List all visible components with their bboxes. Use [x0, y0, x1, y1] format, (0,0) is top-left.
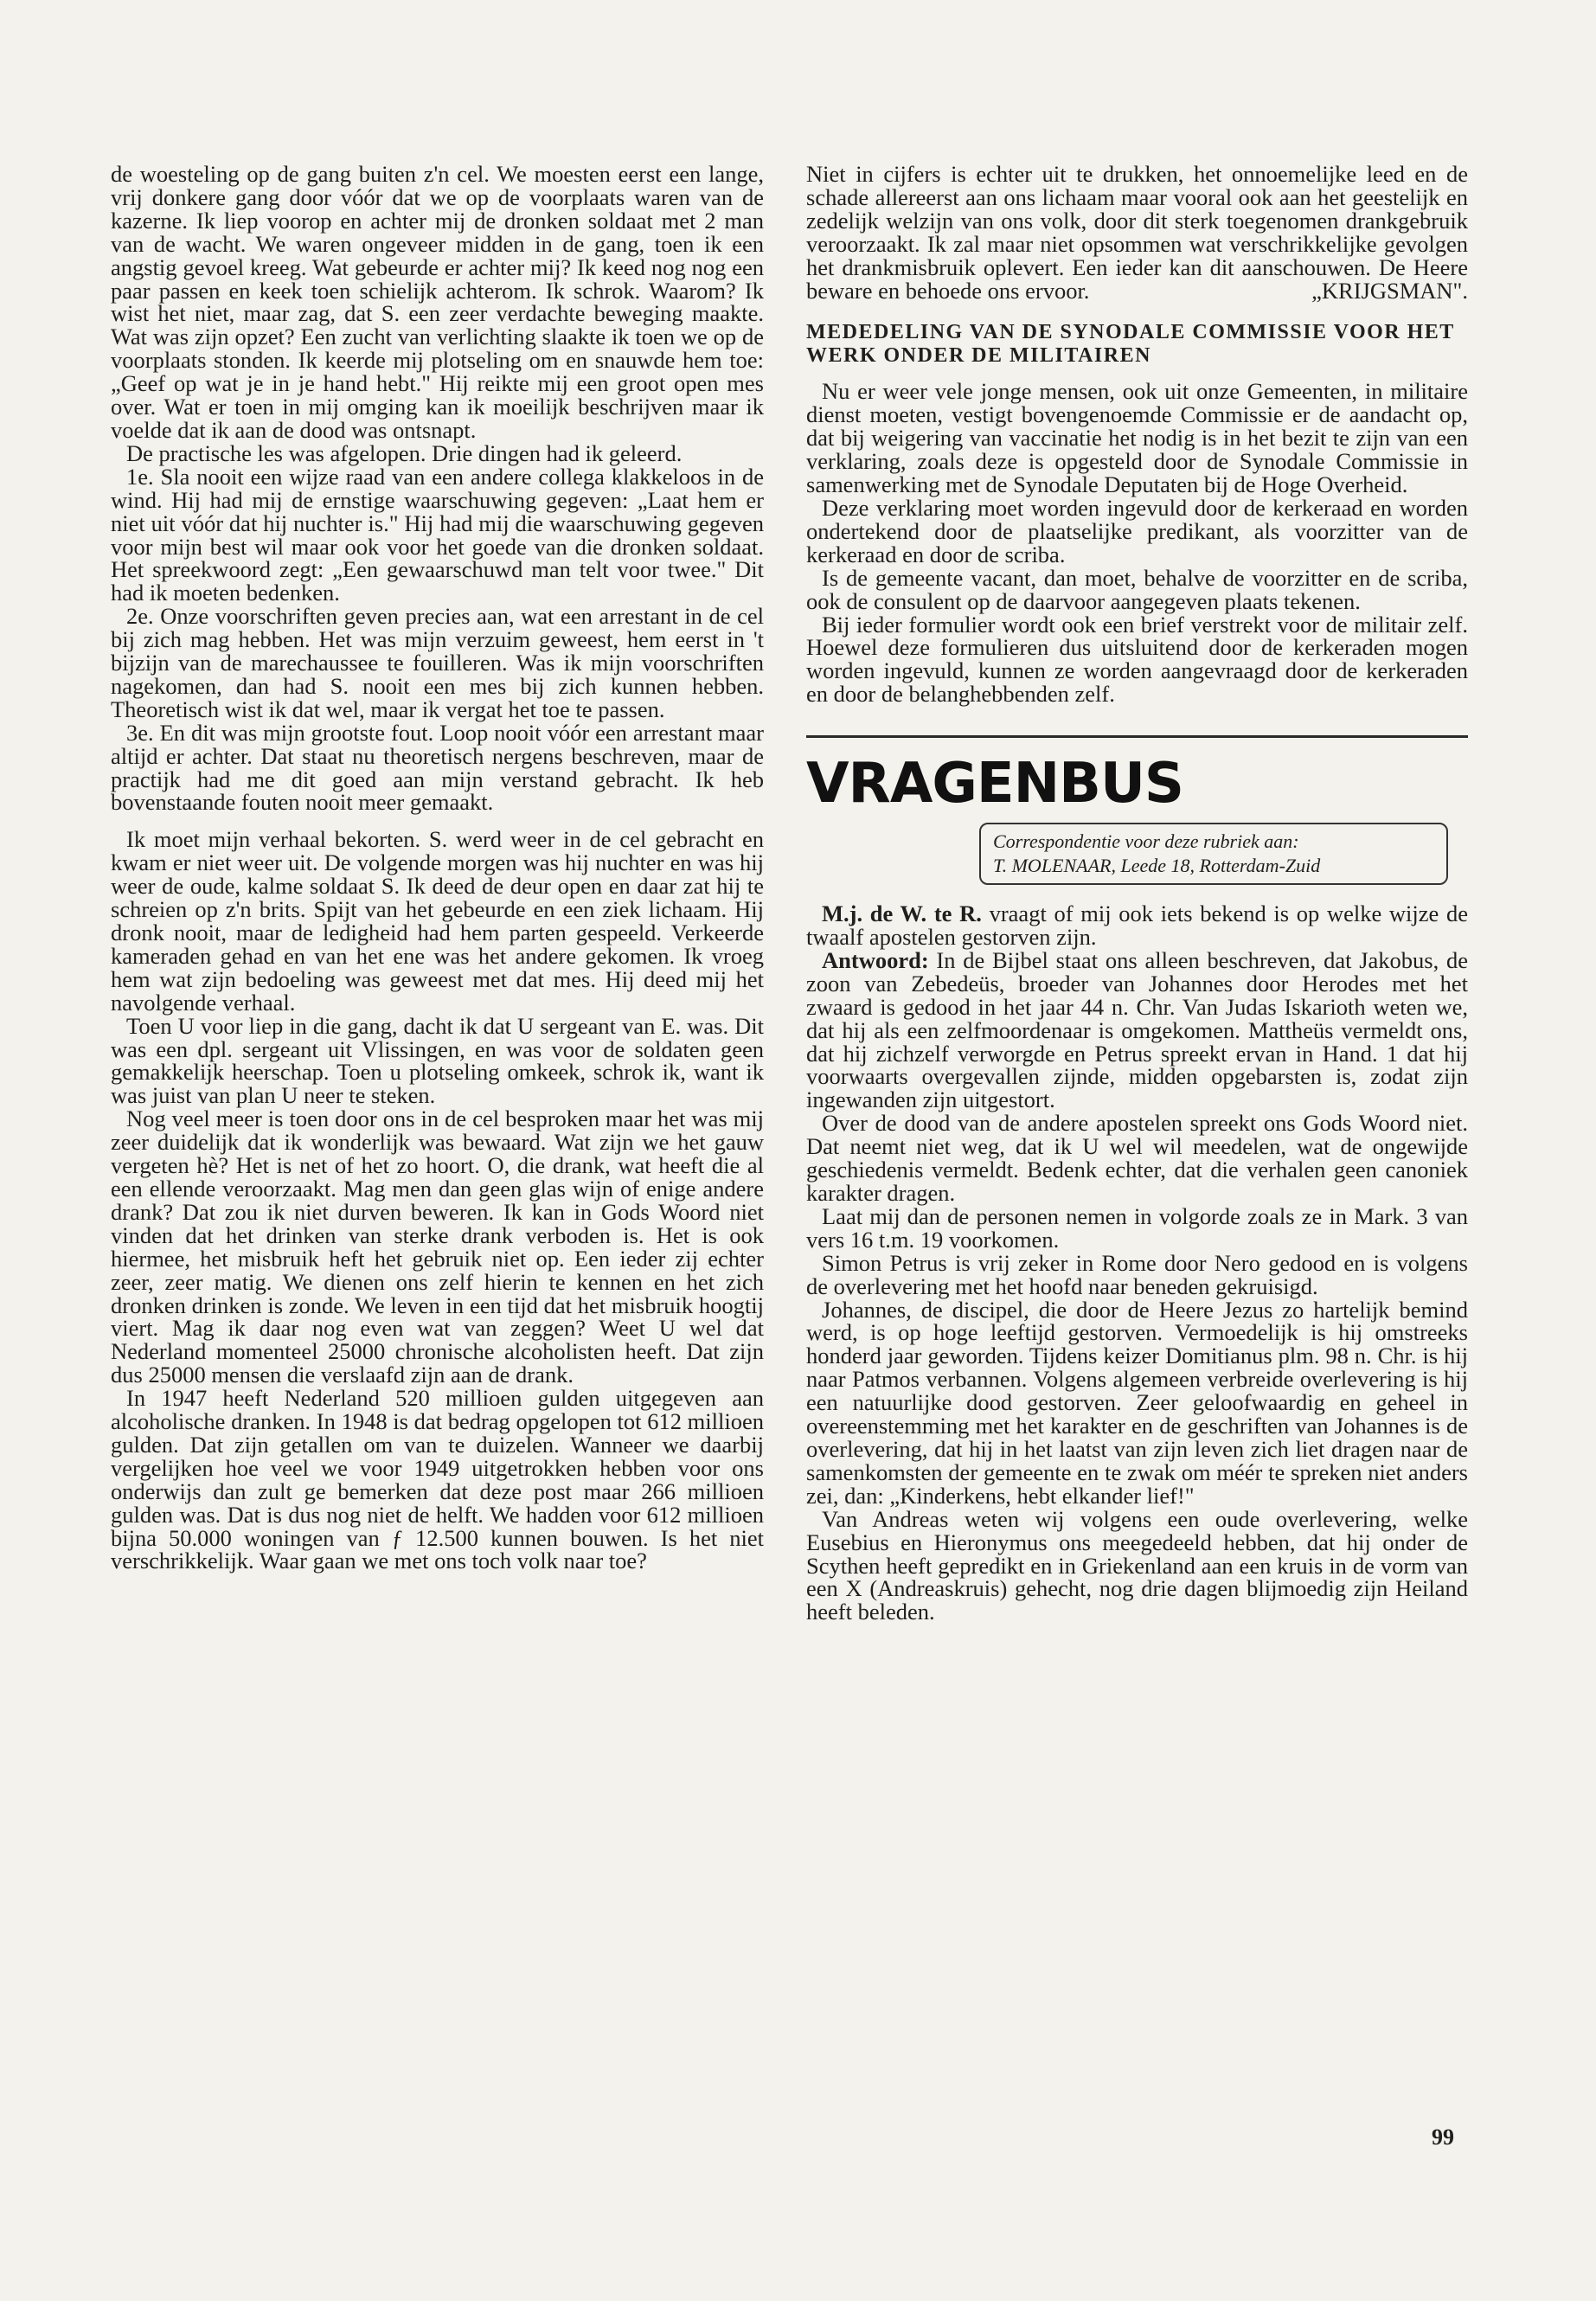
correspondence-line: Correspondentie voor deze rubriek aan:: [993, 830, 1299, 853]
notice-paragraph: Deze verklaring moet worden ingevuld door de kerkeraad en worden ondertekend door de plaatselijke predikant, als voorzitter van de kerkeraad en door de scriba.: [806, 494, 1468, 567]
page-number: 99: [1432, 2125, 1454, 2150]
answer-paragraph: Johannes, de discipel, die door de Heere Jezus zo hartelijk bemind werd, is op hoge leeftijd gestorven. Vermoedelijk is hij omstreeks honderd jaar geworden. Tijdens keizer Domitianus plm. 98 n. Chr. is hij naar Patmos verbannen. Volgens algemeen verbreide overlevering is hij een natuurlijke dood gestorven. Zeer geloofwaardig en geheel in overeenstemming met het karakter en de geschriften van Johannes is de overlevering, dat hij in het laatst van zijn leven zich liet dragen naar de samenkomsten der gemeente en te zwak om méér te spreken niet anders zei, dan: „Kinderkens, hebt elkander lief!": [806, 1296, 1468, 1509]
article-paragraph: De practische les was afgelopen. Drie dingen had ik geleerd.: [126, 439, 683, 466]
article-paragraph: Toen U voor liep in die gang, dacht ik dat U sergeant van E. was. Dit was een dpl. sergeant uit Vlissingen, en was voor de soldaten geen gemakkelijk heerschap. Toen u plotseling omkeek, schrok ik, want ik was juist van plan U neer te steken.: [111, 1012, 764, 1109]
answer-paragraph: Over de dood van de andere apostelen spreekt ons Gods Woord niet. Dat neemt niet weg, dat ik U wel wil meedelen, wat de ongewijde geschiedenis vermeldt. Bedenk echter, dat die verhalen geen canoniek karakter dragen.: [806, 1110, 1468, 1206]
article-paragraph: Ik moet mijn verhaal bekorten. S. werd weer in de cel gebracht en kwam er niet weer uit. De volgende morgen was hij nuchter en was hij weer de oude, kalme soldaat S. Ik deed de deur open en daar zat hij te schreien op z'n brits. Spijt van het gebeurde en een ziek lichaam. Hij dronk nooit, maar de ledigheid had hem parten gespeeld. Verkeerde kameraden gehad en van het ene was het andere gekomen. Ik vroeg hem wat zijn bedoeling was geweest met dat mes. Hij deed mij het navolgende verhaal.: [111, 826, 764, 1016]
answer-paragraph: Van Andreas weten wij volgens een oude overlevering, welke Eusebius en Hieronymus ons meegedeeld hebben, dat hij onder de Scythen heeft gepredikt en in Griekenland aan een kruis in de vorm van een X (Andreaskruis) gehecht, nog drie dagen blijmoedig zijn Heiland heeft beleden.: [806, 1505, 1468, 1625]
article-paragraph: In 1947 heeft Nederland 520 millioen gulden uitgegeven aan alcoholische dranken. In 1948 is dat bedrag opgelopen tot 612 millioen gulden. Dat zijn getallen om van te duizelen. Wanneer we daarbij vergelijken hoe veel we voor 1949 uitgetrokken hebben voor ons onderwijs dan zult ge bemerken dat deze post maar 266 millioen gulden was. Dat is dus nog niet de helft. We hadden voor 612 millioen bijna 50.000 woningen van ƒ 12.500 kunnen bouwen. Is het niet verschrikkelijk. Waar gaan we met ons toch volk naar toe?: [111, 1385, 764, 1574]
section-heading: MEDEDELING VAN DE SYNODALE COMMISSIE VOOR HET WERK ONDER DE MILITAIREN: [806, 321, 1455, 368]
article-paragraph: Nog veel meer is toen door ons in de cel besproken maar het was mij zeer duidelijk dat ik wonderlijk was bewaard. Wat zijn we het gauw vergeten hè? Het is net of het zo hoort. O, die drank, wat heeft die al een ellende veroorzaakt. Mag men dan geen glas wijn of enige andere drank? Dat zou ik niet durven beweren. Ik kan in Gods Woord niet vinden dat het drinken van sterke drank verboden is. Het is ook hiermee, het misbruik heft het gebruik niet op. Een ieder zij echter zeer, zeer matig. We dienen ons zelf hierin te kennen en het zich dronken drinken is zonde. We leven in een tijd dat het misbruik hoogtij viert. Mag ik daar nog even wat van zeggen? Weet U wel dat Nederland momenteel 25000 chronische alcoholisten heeft. Dat zijn dus 25000 mensen die verslaafd zijn aan de drank.: [111, 1106, 764, 1388]
intro-text: Niet in cijfers is echter uit te drukken, het onnoemelijke leed en de schade allereerst aan ons lichaam maar vooral ook aan het geestelijk en zedelijk welzijn van ons volk, door dit sterk toegenomen drankgebruik veroorzaakt. Ik zal maar niet opsommen wat verschrikkelijke gevolgen het drankmisbruik oplevert. Een ieder kan dit aanschouwen. De Heere beware en behoede ons ervoor.: [806, 161, 1468, 304]
correspondence-box: [979, 823, 1448, 885]
notice-paragraph: Bij ieder formulier wordt ook een brief verstrekt voor de militair zelf. Hoewel deze formulieren dus uitsluitend door de kerkeraden mogen worden ingevuld, kunnen ze worden aangevraagd door de kerkeraden en door de belanghebbenden zelf.: [806, 611, 1468, 708]
question-text: vraagt of mij ook iets bekend is op welke wijze de twaalf apostelen gestorven zijn.: [806, 901, 1469, 951]
author-signature: „KRIJGSMAN".: [1311, 277, 1468, 304]
article-paragraph: 1e. Sla nooit een wijze raad van een andere collega klakkeloos in de wind. Hij had mij de ernstige waarschuwing gegeven: „Laat hem er niet uit vóór dat hij nuchter is." Hij had mij die waarschuwing gegeven voor mijn best wil maar ook voor het goede van die dronken soldaat. Het spreekwoord zegt: „Een gewaarschuwd man telt voor twee." Dit had ik moeten bedenken.: [111, 463, 764, 606]
question-lead: M.j. de W. te R.: [822, 901, 982, 927]
article-paragraph: 2e. Onze voorschriften geven precies aan, wat een arrestant in de cel bij zich mag hebben. Het was mijn verzuim geweest, hem eerst in 't bijzijn van de marechaussee te fouilleren. Was ik mijn voorschriften nagekomen, dan had S. nooit een mes bij zich kunnen hebben. Theoretisch wist ik dat wel, maar ik vergat het toe te passen.: [111, 603, 764, 722]
right-column: [806, 163, 1468, 1624]
article-paragraph: [806, 163, 1468, 302]
vragenbus-title: VRAGENBUS: [806, 752, 1183, 817]
notice-paragraph: Is de gemeente vacant, dan moet, behalve de voorzitter en de scriba, ook de consulent op de daarvoor aangegeven plaats tekenen.: [806, 564, 1468, 614]
answer-paragraph: Simon Petrus is vrij zeker in Rome door Nero gedood en is volgens de overlevering met het hoofd naar beneden gekruisigd.: [806, 1249, 1468, 1299]
answer-text: In de Bijbel staat ons alleen beschreven, dat Jakobus, de zoon van Zebedeüs, broeder van Johannes door Herodes met het zwaard is gedood in het jaar 44 n. Chr. Van Judas Iskarioth weten we, dat hij als een zelfmoordenaar is omgekomen. Mattheüs vermeldt ons, dat hij zichzelf verworgde en Petrus spreekt ervan in Hand. 1 dat hij voorwaarts overgevallen zijnde, midden opgebarsten is, zodat zijn ingewanden zijn uitgestort.: [806, 946, 1468, 1113]
correspondence-address: T. MOLENAAR, Leede 18, Rotterdam-Zuid: [993, 855, 1321, 877]
question-paragraph: [806, 902, 1468, 949]
article-paragraph: 3e. En dit was mijn grootste fout. Loop nooit vóór een arrestant maar altijd er achter. Dat staat nu theoretisch nergens beschreven, maar de practijk had me dit goed aan mijn verstand gebracht. Ik heb bovenstaande fouten nooit meer gemaakt.: [111, 719, 764, 816]
section-divider: [806, 735, 1468, 738]
answer-paragraph: Laat mij dan de personen nemen in volgorde zoals ze in Mark. 3 van vers 16 t.m. 19 voorkomen.: [806, 1202, 1468, 1253]
answer-paragraph: [806, 946, 1468, 1113]
notice-paragraph: Nu er weer vele jonge mensen, ook uit onze Gemeenten, in militaire dienst moeten, vestigt bovengenoemde Commissie er de aandacht op, dat bij weigering van vaccinatie het nodig is in het bezit te zijn van een verklaring, zoals deze is opgesteld door de Synodale Commissie in samenwerking met de Synodale Deputaten bij de Hoge Overheid.: [806, 378, 1468, 498]
left-column: [111, 163, 764, 1573]
answer-lead: Antwoord:: [822, 946, 929, 973]
article-paragraph: de woesteling op de gang buiten z'n cel. We moesten eerst een lange, vrij donkere gang door vóór dat we op de voorplaats waren van de kazerne. Ik liep voorop en achter mij de dronken soldaat met 2 man van de wacht. We waren ongeveer midden in de gang, toen ik een angstig gevoel kreeg. Wat gebeurde er achter mij? Ik keed nog nog een paar passen en keek toen schielijk achterom. Ik schrok. Waarom? Ik wist het niet, maar zag, dat S. een zeer verdachte beweging maakte. Wat was zijn opzet? Een zucht van verlichting slaakte ik toen we op de voorplaats stonden. Ik keerde mij plotseling om en snauwde hem toe: „Geef op wat je in je hand hebt." Hij reikte mij een groot open mes over. Wat er toen in mij omging kan ik moeilijk beschrijven maar ik voelde dat ik aan de dood was ontsnapt.: [111, 161, 764, 443]
